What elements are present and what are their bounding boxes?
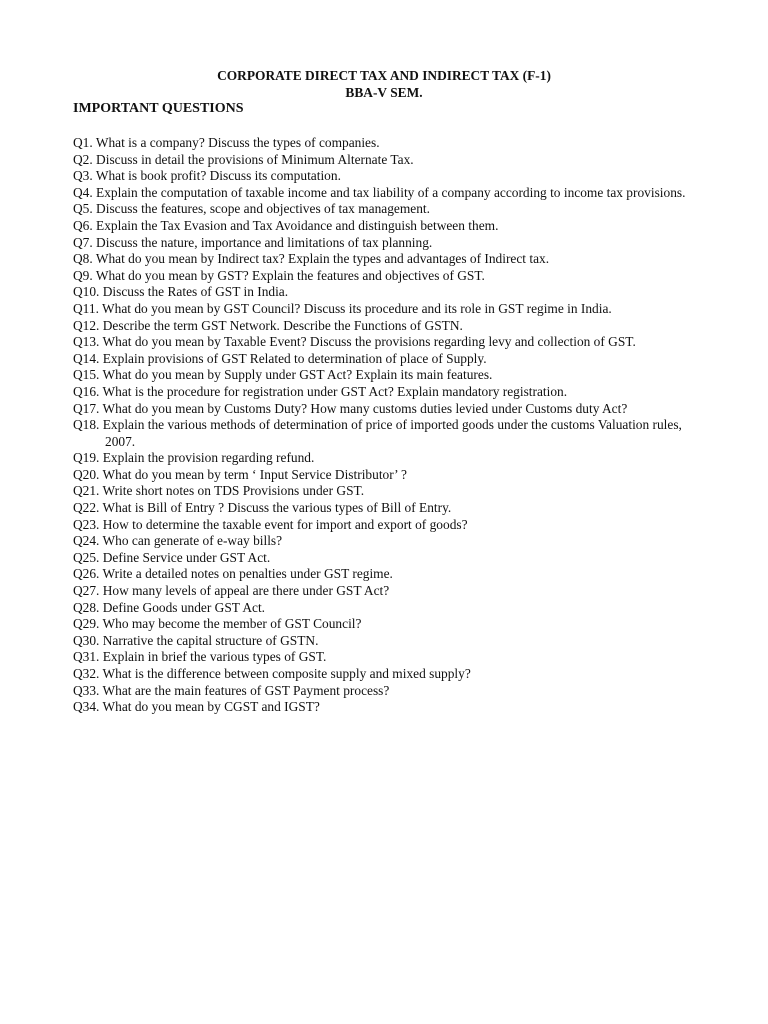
- document-subtitle: BBA-V SEM.: [345, 85, 423, 100]
- question-text: Q12. Describe the term GST Network. Describe the Functions of GSTN.: [73, 317, 463, 333]
- question-text: Q31. Explain in brief the various types of GST.: [73, 649, 327, 665]
- question-text: Q1. What is a company? Discuss the types of companies.: [73, 135, 380, 150]
- question-item: [73, 351, 698, 368]
- question-item: [73, 566, 698, 583]
- question-text: Q2. Discuss in detail the provisions of Minimum Alternate Tax.: [73, 151, 414, 167]
- document-title: CORPORATE DIRECT TAX AND INDIRECT TAX (F-1): [217, 68, 551, 83]
- question-item: [73, 533, 698, 550]
- question-list: [73, 135, 698, 716]
- question-text: Q26. Write a detailed notes on penalties under GST regime.: [73, 566, 393, 582]
- question-item: [73, 367, 698, 384]
- question-text: Q23. How to determine the taxable event for import and export of goods?: [73, 516, 468, 532]
- question-text: Q34. What do you mean by CGST and IGST?: [73, 699, 320, 715]
- question-item: [73, 185, 698, 202]
- question-text: Q27. How many levels of appeal are there under GST Act?: [73, 583, 390, 599]
- question-text: Q22. What is Bill of Entry ? Discuss the various types of Bill of Entry.: [73, 500, 452, 516]
- question-item: [73, 550, 698, 567]
- question-text: Q3. What is book profit? Discuss its computation.: [73, 168, 341, 184]
- question-text: Q14. Explain provisions of GST Related to determination of place of Supply.: [73, 350, 487, 366]
- question-item: [73, 235, 698, 252]
- question-text: Q17. What do you mean by Customs Duty? How many customs duties levied under Customs duty Act?: [73, 400, 628, 416]
- question-item: [73, 268, 698, 285]
- question-text: Q30. Narrative the capital structure of GSTN.: [73, 632, 319, 648]
- question-text: Q4. Explain the computation of taxable income and tax liability of a company according to income tax provisions.: [73, 184, 686, 200]
- question-item: [73, 152, 698, 169]
- question-text: Q5. Discuss the features, scope and objectives of tax management.: [73, 201, 430, 217]
- question-text: Q6. Explain the Tax Evasion and Tax Avoidance and distinguish between them.: [73, 217, 499, 233]
- question-text: Q24. Who can generate of e-way bills?: [73, 533, 283, 549]
- question-item: [73, 583, 698, 600]
- question-text: Q8. What do you mean by Indirect tax? Explain the types and advantages of Indirect tax.: [73, 251, 550, 267]
- question-item: [73, 301, 698, 318]
- question-text: Q25. Define Service under GST Act.: [73, 549, 271, 565]
- question-item: [73, 500, 698, 517]
- section-title: IMPORTANT QUESTIONS: [73, 101, 244, 116]
- question-text: Q28. Define Goods under GST Act.: [73, 599, 266, 615]
- question-item: [73, 384, 698, 401]
- question-text: Q7. Discuss the nature, importance and limitations of tax planning.: [73, 234, 433, 250]
- question-item: [73, 201, 698, 218]
- question-text: Q11. What do you mean by GST Council? Discuss its procedure and its role in GST regime in India.: [73, 300, 612, 316]
- question-item: [73, 483, 698, 500]
- question-item: [73, 649, 698, 666]
- question-text: Q10. Discuss the Rates of GST in India.: [73, 284, 289, 300]
- question-text: Q21. Write short notes on TDS Provisions under GST.: [73, 483, 365, 499]
- question-item: [73, 284, 698, 301]
- question-text: Q32. What is the difference between composite supply and mixed supply?: [73, 666, 471, 681]
- question-text: Q33. What are the main features of GST Payment process?: [73, 682, 390, 698]
- question-text: Q15. What do you mean by Supply under GST Act? Explain its main features.: [73, 367, 493, 383]
- question-item: [73, 251, 698, 268]
- question-item: [73, 699, 698, 716]
- question-item: [73, 168, 698, 185]
- question-item: [73, 218, 698, 235]
- question-item: [73, 318, 698, 335]
- question-item: [73, 683, 698, 700]
- question-item: [73, 633, 698, 650]
- question-text: Q18. Explain the various methods of determination of price of imported goods under the customs Valuation rules, 2007.: [73, 417, 682, 449]
- question-text: Q13. What do you mean by Taxable Event? Discuss the provisions regarding levy and collection of GST.: [73, 334, 636, 350]
- question-item: [73, 467, 698, 484]
- question-item: [73, 401, 698, 418]
- question-item: [73, 334, 698, 351]
- question-item: [73, 450, 698, 467]
- question-item: [73, 600, 698, 617]
- question-item: [73, 666, 698, 683]
- question-item: [73, 417, 698, 450]
- question-item: [73, 135, 698, 152]
- question-text: Q29. Who may become the member of GST Council?: [73, 616, 362, 632]
- question-text: Q16. What is the procedure for registration under GST Act? Explain mandatory registration.: [73, 383, 568, 399]
- question-text: Q9. What do you mean by GST? Explain the features and objectives of GST.: [73, 267, 485, 283]
- question-text: Q20. What do you mean by term ‘ Input Service Distributor’ ?: [73, 466, 407, 482]
- question-text: Q19. Explain the provision regarding refund.: [73, 450, 315, 466]
- question-item: [73, 517, 698, 534]
- question-item: [73, 616, 698, 633]
